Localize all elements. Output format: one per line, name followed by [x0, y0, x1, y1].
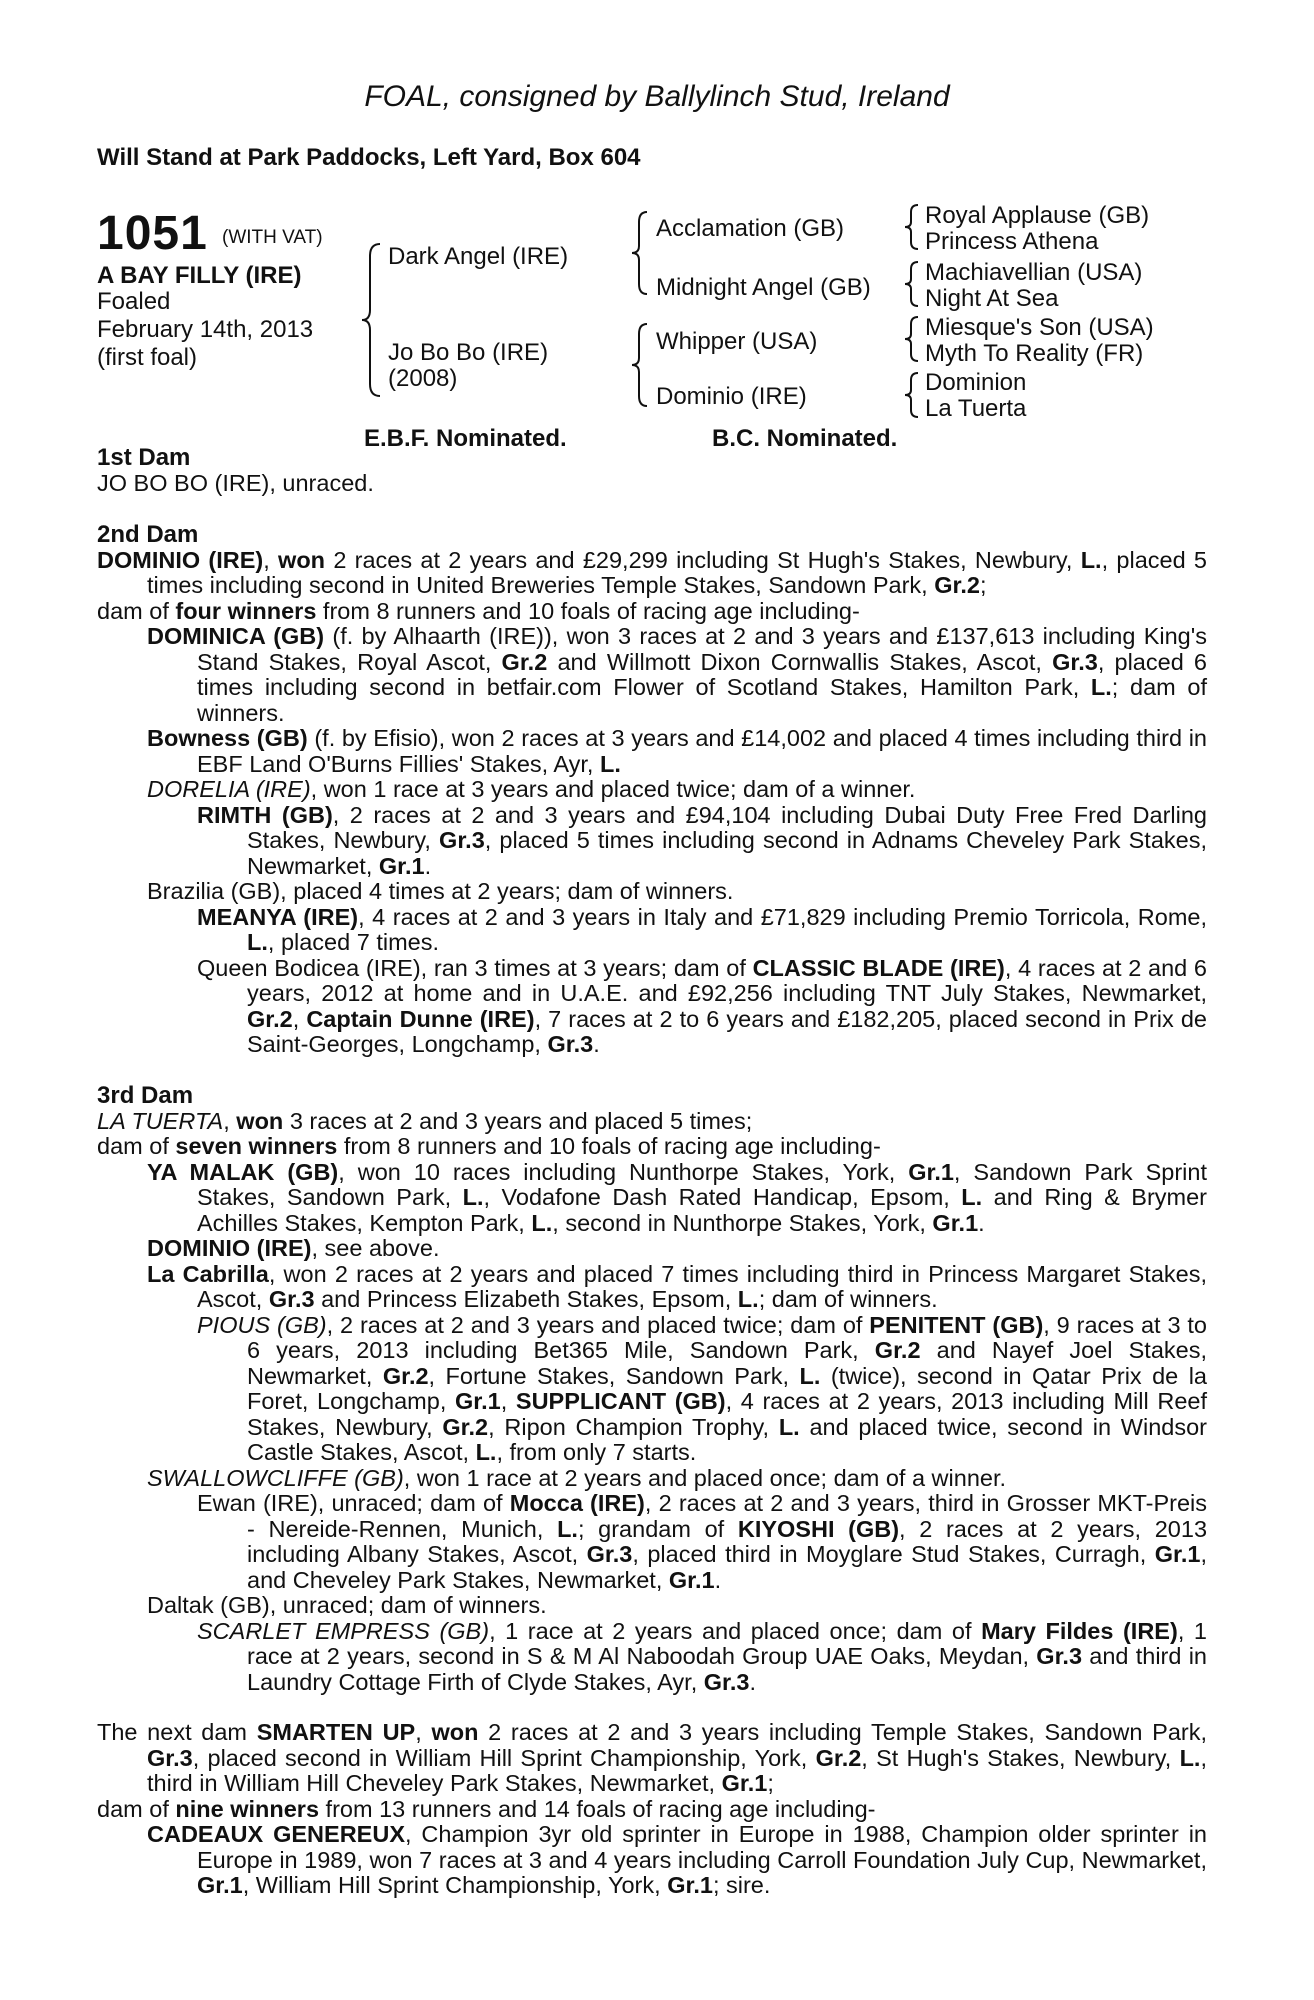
pedigree-sss: Royal Applause (GB)	[925, 202, 1150, 229]
bc-nominated: B.C. Nominated.	[712, 425, 898, 452]
first-dam-title: 1st Dam	[97, 444, 191, 471]
pedigree-ssd: Princess Athena	[925, 228, 1099, 255]
pedigree-brace-dam	[627, 320, 653, 410]
produce-swallowcliffe: SWALLOWCLIFFE (GB), won 1 race at 2 years and placed once; dam of a winner.	[147, 1464, 1007, 1491]
pedigree-brace-ds	[900, 314, 922, 364]
produce-dorelia: DORELIA (IRE), won 1 race at 3 years and placed twice; dam of a winner.	[147, 776, 916, 802]
pedigree-brace-main	[358, 240, 388, 400]
stable-location: Will Stand at Park Paddocks, Left Yard, Box 604	[97, 144, 641, 171]
first-dam-text: JO BO BO (IRE), unraced.	[97, 470, 374, 496]
produce-pious: PIOUS (GB), 2 races at 2 and 3 years and placed twice; dam of PENITENT (GB), 9 races at 3 to 6 years, 2013 including Bet365 Mile, Sandown Park, Gr.2 and Nayef Joel Stakes, Newmarket, Gr.2, Fortune Stakes, Sandown Park, L. (twice), second in Qatar Prix de la Foret, Longchamp, Gr.1, SUPPLICANT (GB), 4 races at 2 years, 2013 including Mill Reef Stakes, Newbury, Gr.2, Ripon Champion Trophy, L. and placed twice, second in Windsor Castle Stakes, Ascot, L., from only 7 starts.	[197, 1311, 1207, 1465]
produce-meanya: MEANYA (IRE), 4 races at 2 and 3 years in Italy and £71,829 including Premio Torricola, Rome, L., placed 7 times.	[197, 903, 1207, 955]
produce-bowness: Bowness (GB) (f. by Efisio), won 2 races at 3 years and £14,002 and placed 4 times including third in EBF Land O'Burns Fillies' Stakes, Ayr, L.	[147, 725, 1207, 777]
foal-date: February 14th, 2013	[97, 316, 314, 343]
pedigree-sds: Machiavellian (USA)	[925, 259, 1143, 286]
pedigree-text	[97, 445, 1207, 1899]
pedigree-dss: Miesque's Son (USA)	[925, 314, 1154, 341]
produce-brazilia: Brazilia (GB), placed 4 times at 2 years; dam of winners.	[147, 878, 734, 904]
ebf-nominated: E.B.F. Nominated.	[364, 425, 567, 452]
first-dam-section	[97, 445, 1207, 497]
pedigree-sire-dam: Midnight Angel (GB)	[656, 274, 871, 301]
pedigree-dsd: Myth To Reality (FR)	[925, 340, 1144, 367]
produce-daltak: Daltak (GB), unraced; dam of winners.	[147, 1592, 547, 1618]
pedigree-brace-sd	[900, 259, 922, 309]
produce-ya-malak: YA MALAK (GB), won 10 races including Nunthorpe Stakes, York, Gr.1, Sandown Park Sprint Stakes, Sandown Park, L., Vodafone Dash Rated Handicap, Epsom, L. and Ring & Brymer Achilles Stakes, Kempton Park, L., second in Nunthorpe Stakes, York, Gr.1.	[147, 1158, 1207, 1236]
pedigree-dam-sire: Whipper (USA)	[656, 328, 818, 355]
produce-dominio: DOMINIO (IRE), see above.	[147, 1235, 440, 1261]
third-dam-title: 3rd Dam	[97, 1081, 194, 1109]
pedigree-brace-ss	[900, 202, 922, 252]
foal-note: (first foal)	[97, 344, 198, 371]
next-dam-record: The next dam SMARTEN UP, won 2 races at 2 and 3 years including Temple Stakes, Sandown Park, Gr.3, placed second in William Hill Sprint Championship, York, Gr.2, St Hugh's Stakes, Newbury, L., third in William Hill Cheveley Park Stakes, Newmarket, Gr.1;	[97, 1719, 1207, 1796]
produce-rimth: RIMTH (GB), 2 races at 2 and 3 years and £94,104 including Dubai Duty Free Fred Darling Stakes, Newbury, Gr.3, placed 5 times including second in Adnams Cheveley Park Stakes, Newmarket, Gr.1.	[197, 801, 1207, 879]
horse-description: A BAY FILLY (IRE)	[97, 262, 302, 289]
next-dam-produce: dam of nine winners from 13 runners and 14 foals of racing age including-	[97, 1795, 876, 1822]
pedigree-brace-sire	[627, 208, 653, 298]
vat-note: (WITH VAT)	[222, 227, 323, 248]
produce-ewan: Ewan (IRE), unraced; dam of Mocca (IRE), 2 races at 2 and 3 years, third in Grosser MKT-Preis - Nereide-Rennen, Munich, L.; grandam of KIYOSHI (GB), 2 races at 2 years, 2013 including Albany Stakes, Ascot, Gr.3, placed third in Moyglare Stud Stakes, Curragh, Gr.1, and Cheveley Park Stakes, Newmarket, Gr.1.	[197, 1490, 1208, 1593]
pedigree-dam-block	[388, 340, 548, 392]
second-dam-section	[97, 522, 1207, 1058]
pedigree-dds: Dominion	[925, 369, 1027, 396]
produce-scarlet-empress: SCARLET EMPRESS (GB), 1 race at 2 years and placed once; dam of Mary Fildes (IRE), 1 race at 2 years, second in S & M Al Naboodah Group UAE Oaks, Meydan, Gr.3 and third in Laundry Cottage Firth of Clyde Stakes, Ayr, Gr.3.	[197, 1617, 1207, 1695]
next-dam-section	[97, 1720, 1207, 1899]
second-dam-produce: dam of four winners from 8 runners and 10 foals of racing age including-	[97, 597, 860, 624]
pedigree-dam-dam: Dominio (IRE)	[656, 383, 807, 410]
pedigree-ddd: La Tuerta	[925, 395, 1027, 422]
pedigree-sire-sire: Acclamation (GB)	[656, 215, 845, 242]
lot-number: 1051	[97, 207, 208, 260]
third-dam-produce: dam of seven winners from 8 runners and 10 foals of racing age including-	[97, 1133, 881, 1159]
foal-info	[97, 288, 313, 372]
produce-la-cabrilla: La Cabrilla, won 2 races at 2 years and placed 7 times including third in Princess Margaret Stakes, Ascot, Gr.3 and Princess Elizabeth Stakes, Epsom, L.; dam of winners.	[147, 1260, 1207, 1312]
second-dam-title: 2nd Dam	[97, 520, 199, 548]
third-dam-section	[97, 1083, 1207, 1696]
produce-dominica: DOMINICA (GB) (f. by Alhaarth (IRE)), won 3 races at 2 and 3 years and £137,613 including King's Stand Stakes, Royal Ascot, Gr.2 and Willmott Dixon Cornwallis Stakes, Ascot, Gr.3, placed 6 times including second in betfair.com Flower of Scotland Stakes, Hamilton Park, L.; dam of winners.	[147, 623, 1207, 726]
pedigree-sire: Dark Angel (IRE)	[388, 243, 569, 270]
second-dam-record: DOMINIO (IRE), won 2 races at 2 years and £29,299 including St Hugh's Stakes, Newbury, L., placed 5 times including second in United Breweries Temple Stakes, Sandown Park, Gr.2;	[97, 546, 1207, 598]
produce-queen-bodicea: Queen Bodicea (IRE), ran 3 times at 3 years; dam of CLASSIC BLADE (IRE), 4 races at 2 and 6 years, 2012 at home and in U.A.E. and £92,256 including TNT July Stakes, Newmarket, Gr.2, Captain Dunne (IRE), 7 races at 2 to 6 years and £182,205, placed second in Prix de Saint-Georges, Longchamp, Gr.3.	[197, 954, 1207, 1057]
pedigree-dam: Jo Bo Bo (IRE)	[388, 339, 549, 366]
pedigree-dam-year: (2008)	[388, 365, 458, 392]
pedigree-sdd: Night At Sea	[925, 285, 1059, 312]
produce-cadeaux-genereux: CADEAUX GENEREUX, Champion 3yr old sprinter in Europe in 1988, Champion older sprinter in Europe in 1989, won 7 races at 3 and 4 years including Carroll Foundation July Cup, Newmarket, Gr.1, William Hill Sprint Championship, York, Gr.1; sire.	[147, 1821, 1208, 1898]
third-dam-record: LA TUERTA, won 3 races at 2 and 3 years and placed 5 times;	[97, 1107, 753, 1134]
foaled-label: Foaled	[97, 288, 171, 315]
consignor-line: FOAL, consigned by Ballylinch Stud, Ireland	[364, 80, 950, 113]
pedigree-brace-dd	[900, 370, 922, 420]
